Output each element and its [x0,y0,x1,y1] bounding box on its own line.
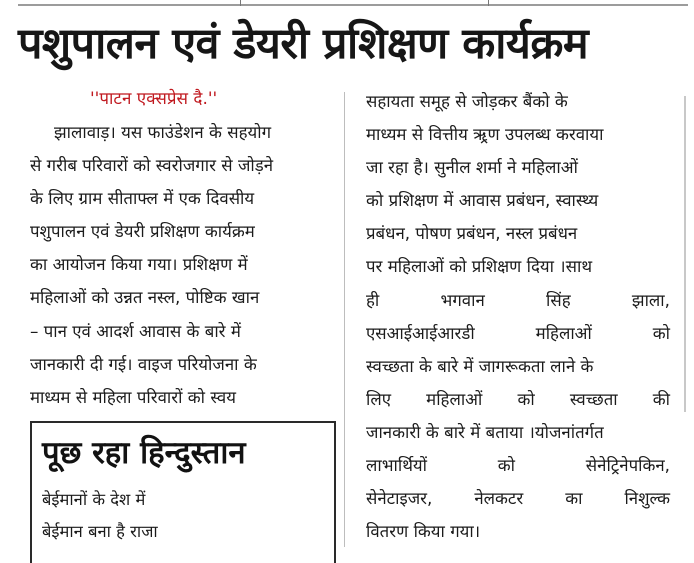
box-title: पूछ रहा हिन्दुस्तान [42,435,246,471]
text-line: का आयोजन किया गया। प्रशिक्षण में [30,254,248,275]
text-line: – पान एवं आदर्श आवास के बारे में [30,320,241,341]
text-line: माध्यम से वित्तीय ऋ्रण उपलब्ध करवाया [366,124,604,145]
top-border-rule [18,4,688,6]
text-line: सेनेटाइजर, नेलकटर का निशुल्क [366,488,670,509]
text-line: से गरीब परिवारों को स्वरोजगार से जोड़ने [30,155,274,176]
text-line: वितरण किया गया। [366,521,481,542]
text-line: प्रबंधन, पोषण प्रबंधन, नस्ल प्रबंधन [366,223,578,244]
text-line: जा रहा है। सुनील शर्मा ने महिलाओं [366,157,578,178]
text-line: पर महिलाओं को प्रशिक्षण दिया ।साथ [366,256,593,277]
article-headline: पशुपालन एवं डेयरी प्रशिक्षण कार्यक्रम [18,19,589,69]
text-line: सहायता समूह से जोड़कर बैंको के [366,91,568,111]
text-line: को प्रशिक्षण में आवास प्रबंधन, स्वास्थ्य [366,190,599,211]
dateline-source: ''पाटन एक्सप्रेस दै.'' [90,89,218,109]
top-tick-mark [488,0,489,6]
box-line: बेईमान बना है राजा [42,522,158,541]
text-line: माध्यम से महिला परिवारों को स्वय [30,386,236,407]
text-line: ही भगवान सिंह झाला, [366,289,670,310]
box-line: बेईमानों के देश में [42,490,146,509]
text-line: महिलाओं को उन्नत नस्ल, पोष्टिक खान [30,287,260,308]
text-line: स्वच्छता के बारे में जागरूकता लाने के [366,355,594,376]
text-line: झालावाड़। यस फाउंडेशन के सहयोग [54,122,272,142]
column-divider [344,92,345,547]
text-line: के लिए ग्राम सीताफ्ल में एक दिवसीय [30,188,255,209]
text-line: जानकारी दी गई। वाइज परियोजना के [30,353,257,374]
text-line: पशुपालन एवं डेयरी प्रशिक्षण कार्यक्रम [30,221,255,242]
scan-edge-line [684,96,686,412]
text-line: लिए महिलाओं को स्वच्छता की [366,388,670,409]
text-line: जानकारी के बारे में बताया ।योजनांतर्गत [366,421,604,442]
right-column-text [366,85,670,548]
text-line: एसआईआईआरडी महिलाओं को [366,322,670,343]
left-column-text [30,116,336,414]
column-box [30,421,336,563]
top-tick-mark [240,0,241,6]
text-line: लाभार्थियों को सेनेट्रिनेपकिन, [366,455,670,476]
